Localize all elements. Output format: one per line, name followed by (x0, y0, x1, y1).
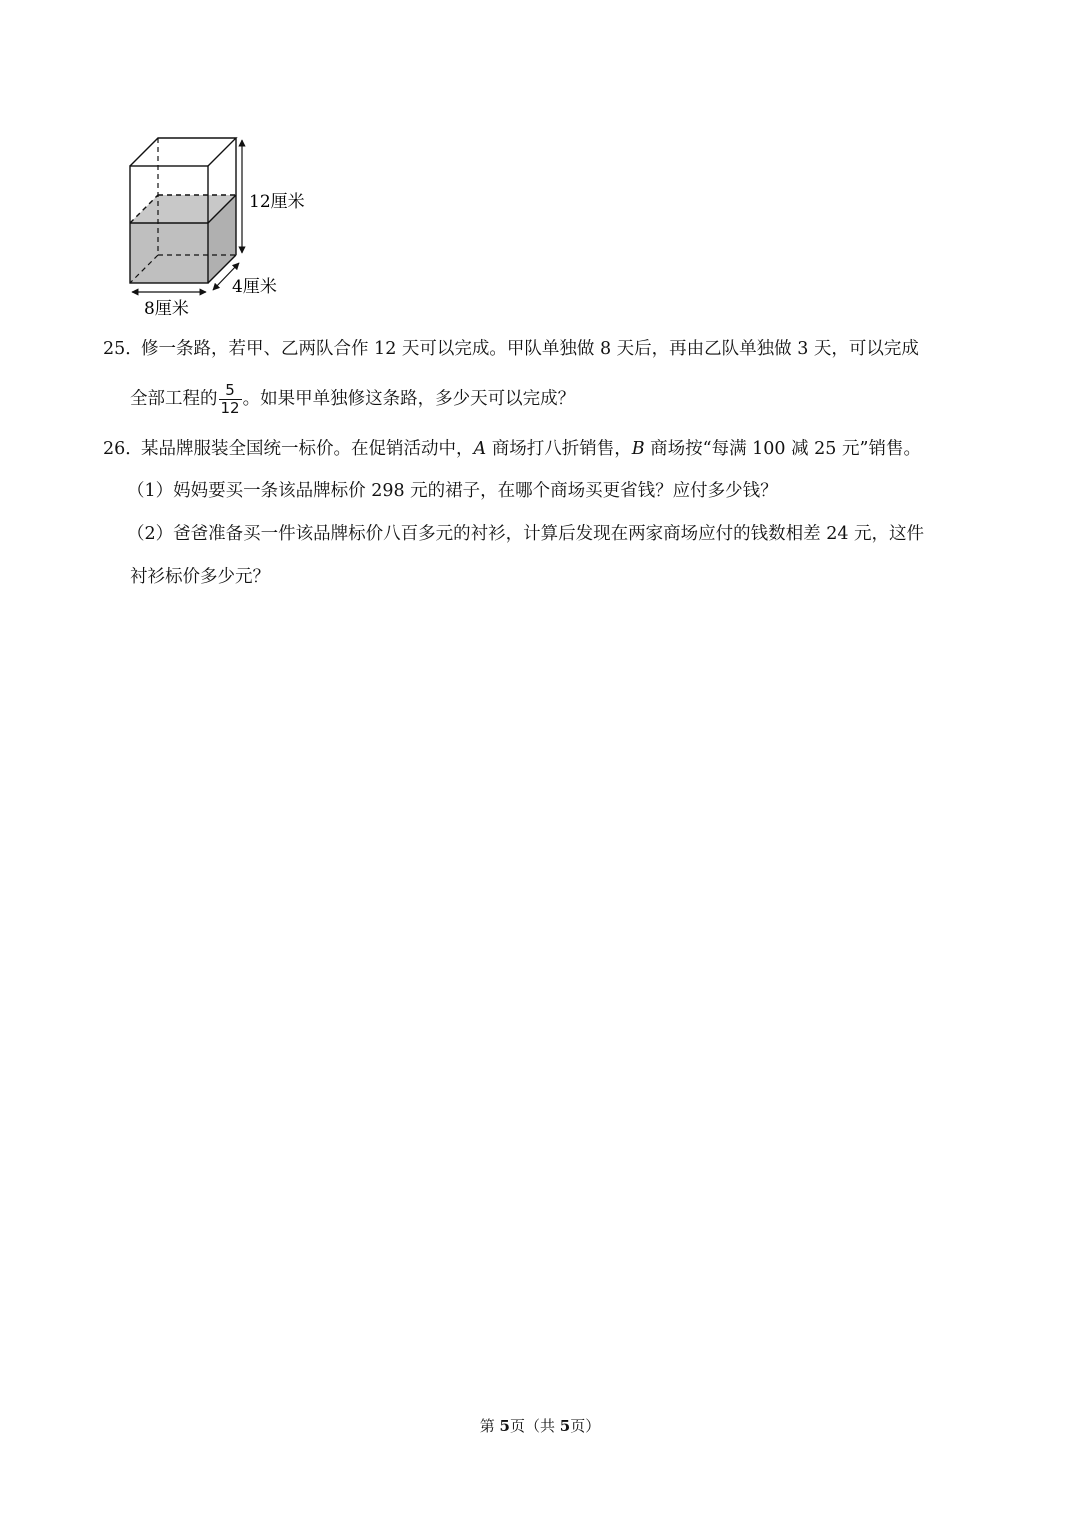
variable-b: B (631, 439, 645, 459)
fraction (219, 382, 242, 417)
question-26-line-1 (103, 437, 921, 461)
question-26-sub-2-line-1 (127, 522, 924, 546)
footer-prefix: 第 (479, 1417, 500, 1435)
height-label: 12厘米 (249, 192, 305, 212)
water-front (130, 223, 208, 283)
question-text: 全部工程的 (130, 389, 218, 409)
cuboid-diagram (118, 128, 318, 323)
sub-question-text: （2）爸爸准备买一件该品牌标价八百多元的衬衫，计算后发现在两家商场应付的钱数相差 24 元，这件 (127, 524, 925, 544)
question-26-sub-1 (127, 479, 778, 503)
fraction-denominator: 12 (220, 399, 240, 417)
footer-suffix: 页） (570, 1417, 601, 1435)
question-text: 某品牌服装全国统一标价。在促销活动中， (141, 439, 474, 459)
sub-question-text: （1）妈妈要买一条该品牌标价 298 元的裙子，在哪个商场买更省钱？应付多少钱？ (127, 481, 778, 501)
page-number: 5 (499, 1417, 510, 1435)
variable-a: A (473, 439, 487, 459)
question-25-line-1 (103, 337, 919, 361)
question-25-line-2 (130, 382, 575, 417)
question-text: 修一条路，若甲、乙两队合作 12 天可以完成。甲队单独做 8 天后，再由乙队单独做 3 天，可以完成 (141, 339, 919, 359)
question-26-sub-2-line-2 (130, 565, 270, 589)
page-footer (0, 1415, 1080, 1436)
width-label: 8厘米 (144, 299, 189, 319)
question-number: 25． (103, 339, 143, 359)
question-number: 26． (103, 439, 143, 459)
total-pages: 5 (559, 1417, 571, 1435)
question-text: 商场按“每满 100 减 25 元”销售。 (644, 439, 921, 459)
depth-label: 4厘米 (232, 277, 277, 297)
cuboid-figure (118, 128, 318, 323)
sub-question-text: 衬衫标价多少元？ (130, 567, 270, 587)
question-text: 。如果甲单独修这条路，多少天可以完成？ (242, 389, 576, 409)
footer-middle: 页（共 (509, 1417, 560, 1435)
question-text: 商场打八折销售， (486, 439, 632, 459)
fraction-numerator: 5 (225, 381, 235, 399)
